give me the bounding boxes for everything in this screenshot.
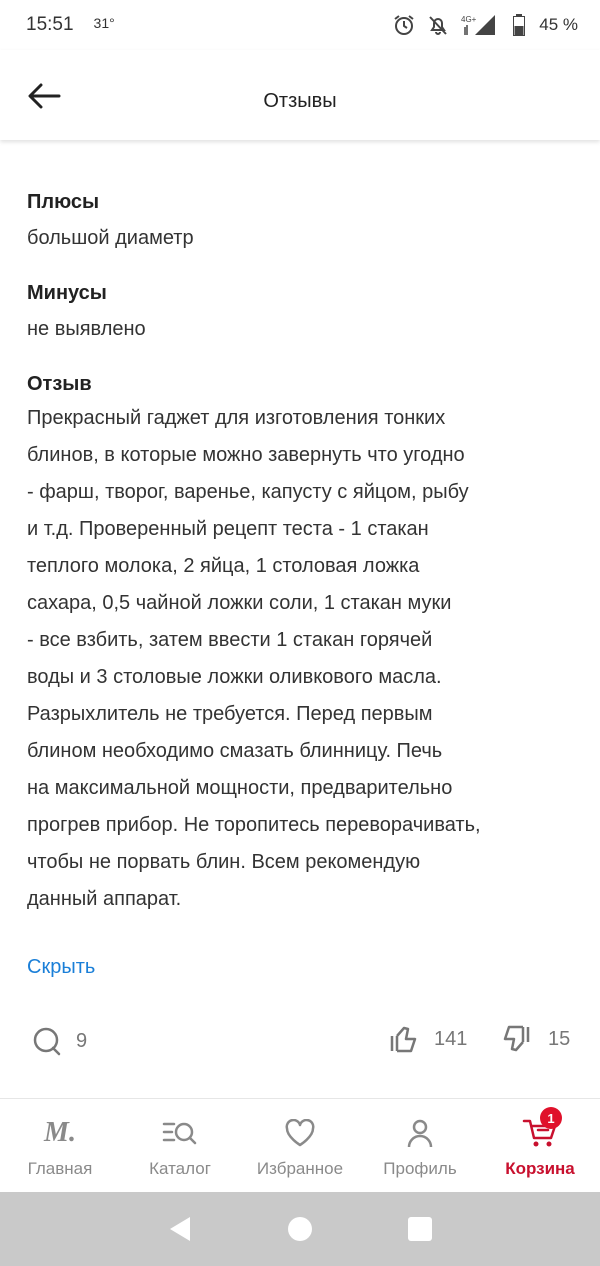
review-line: - все взбить, затем ввести 1 стакан горячей [27,629,433,651]
review-line: сахара, 0,5 чайной ложки соли, 1 стакан муки [27,592,452,614]
pros-text: большой диаметр [27,227,194,249]
thumbs-down-icon [502,1024,532,1054]
comment-icon [32,1026,62,1056]
battery-icon [513,14,525,36]
nav-item-favorites[interactable] [240,1099,360,1192]
review-line: прогрев прибор. Не торопитесь переворачивать, [27,814,481,836]
nav-item-catalog[interactable] [120,1099,240,1192]
system-recents-button[interactable] [400,1209,440,1249]
review-body [27,400,577,918]
system-home-button[interactable] [280,1209,320,1249]
thumbs-up-icon [388,1024,418,1054]
system-navigation-bar [0,1192,600,1266]
status-bar [0,0,600,50]
cons-section [27,279,577,348]
app-header [0,50,600,140]
review-line: данный аппарат. [27,888,182,910]
hide-review-link[interactable]: Скрыть [27,956,96,978]
comments-button[interactable] [32,1026,87,1056]
network-label: 4G+ [461,15,477,24]
nav-item-cart[interactable] [480,1099,600,1192]
review-actions [0,1020,600,1060]
bottom-navigation [0,1098,600,1192]
cart-badge: 1 [540,1107,562,1129]
review-line: на максимальной мощности, предварительно [27,777,453,799]
review-title: Отзыв [27,373,92,395]
nav-item-home[interactable] [0,1099,120,1192]
arrow-left-icon [27,83,61,109]
like-button[interactable] [388,1024,467,1054]
nav-label-favorites: Избранное [256,1159,344,1178]
square-recents-icon [407,1216,433,1242]
triangle-back-icon [167,1215,193,1243]
dislikes-count: 15 [548,1027,571,1050]
clipped-previous-text [27,140,577,150]
circle-home-icon [287,1216,313,1242]
cons-title: Минусы [27,282,107,304]
review-line: воды и 3 столовые ложки оливкового масла. [27,666,442,688]
person-icon [406,1117,434,1149]
system-back-button[interactable] [160,1209,200,1249]
review-section [27,370,577,918]
comments-count: 9 [76,1029,88,1052]
battery-percent: 45 % [539,15,578,34]
nav-label-cart: Корзина [505,1159,575,1178]
review-line: теплого молока, 2 яйца, 1 столовая ложка [27,555,420,577]
page-title: Отзывы [263,89,337,112]
likes-count: 141 [434,1027,468,1050]
review-line: блинов, в которые можно завернуть что угодно [27,444,465,466]
back-button[interactable] [22,74,66,118]
status-temperature: 31° [93,15,115,31]
pros-title: Плюсы [27,191,100,213]
heart-icon [284,1117,316,1149]
review-content [27,140,577,918]
nav-label-catalog: Каталог [149,1159,211,1178]
nav-label-profile: Профиль [383,1159,457,1178]
nav-item-profile[interactable] [360,1099,480,1192]
signal-icon [461,13,501,37]
status-icons [393,13,578,37]
cons-text: не выявлено [27,318,146,340]
review-line: блином необходимо смазать блинницу. Печь [27,740,443,762]
review-line: Разрыхлитель не требуется. Перед первым [27,703,433,725]
dislike-button[interactable] [502,1024,570,1054]
review-line: чтобы не порвать блин. Всем рекомендую [27,851,421,873]
pros-section [27,188,577,257]
review-line: и т.д. Проверенный рецепт теста - 1 стакан [27,518,429,540]
logo-m-icon: M. [44,1117,76,1148]
alarm-icon [393,14,415,36]
status-time: 15:51 [26,14,74,35]
catalog-search-icon [162,1117,198,1149]
nav-label-home: Главная [27,1159,93,1178]
mute-bell-icon [427,14,449,36]
review-line: - фарш, творог, варенье, капусту с яйцом, рыбу [27,481,469,503]
review-line: Прекрасный гаджет для изготовления тонких [27,407,446,429]
